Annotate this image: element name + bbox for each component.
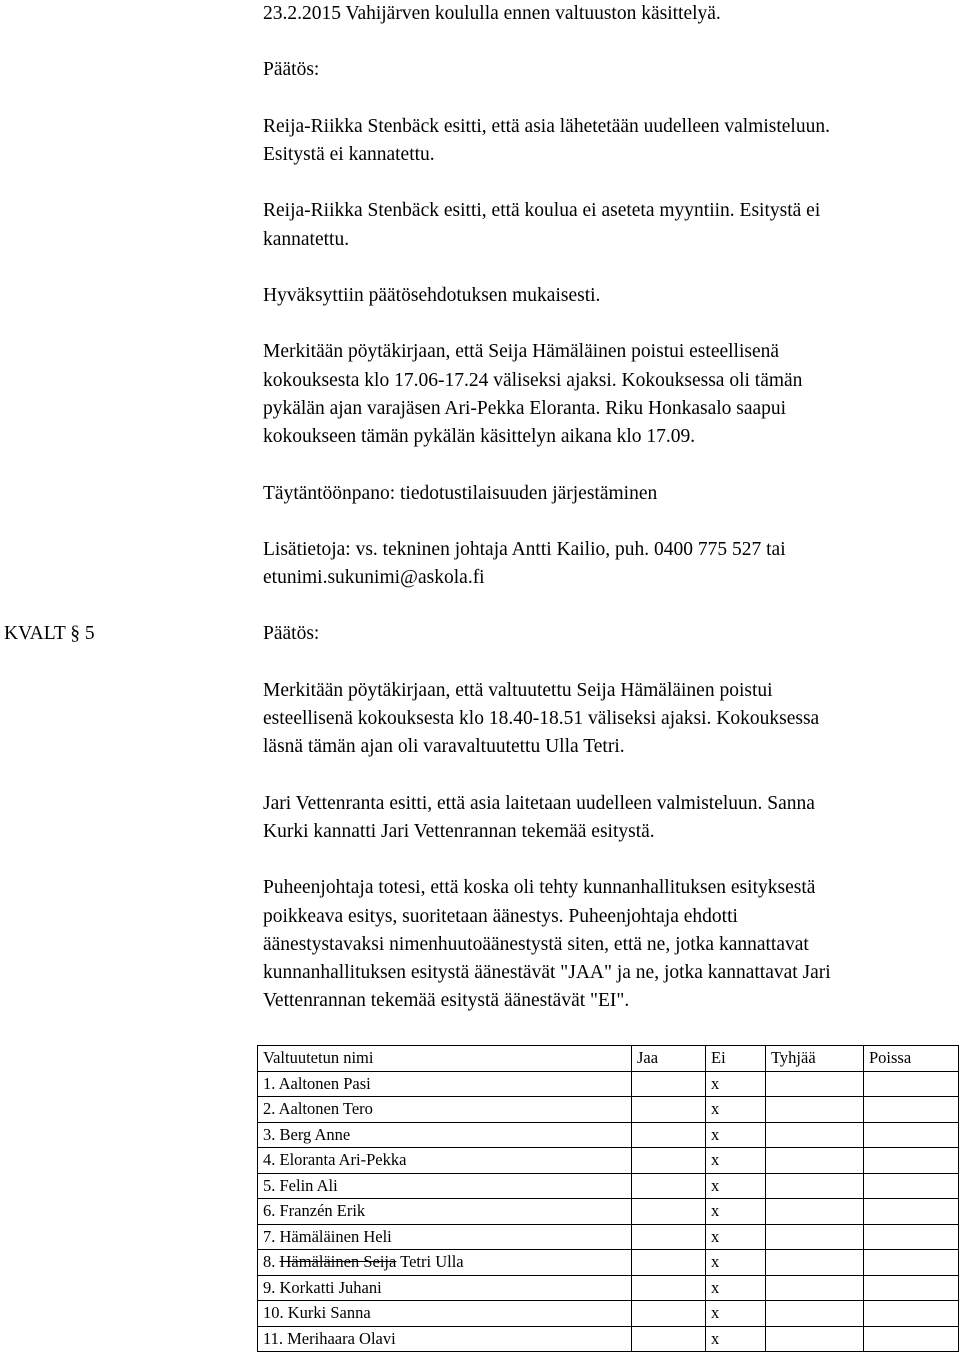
- voter-name: 1. Aaltonen Pasi: [258, 1071, 632, 1097]
- vote-tyhjaa: [766, 1199, 864, 1225]
- substitute-voter-name: Tetri Ulla: [400, 1252, 464, 1271]
- vote-tyhjaa: [766, 1301, 864, 1327]
- vote-poissa: [864, 1122, 959, 1148]
- vote-jaa: [632, 1122, 706, 1148]
- text-line: esteellisenä kokouksesta klo 18.40-18.51 väliseksi ajaksi. Kokouksessa: [263, 708, 820, 729]
- vote-jaa: [632, 1250, 706, 1276]
- vote-tyhjaa: [766, 1275, 864, 1301]
- table-row: [258, 1250, 959, 1276]
- voter-name: 2. Aaltonen Tero: [258, 1097, 632, 1123]
- column-header-jaa: Jaa: [632, 1046, 706, 1072]
- voter-name: 7. Hämäläinen Heli: [258, 1224, 632, 1250]
- vote-poissa: [864, 1275, 959, 1301]
- voter-name: 3. Berg Anne: [258, 1122, 632, 1148]
- text-line: Kurki kannatti Jari Vettenrannan tekemää esitystä.: [263, 821, 655, 842]
- voter-number: 8.: [263, 1252, 276, 1271]
- voter-name: 5. Felin Ali: [258, 1173, 632, 1199]
- vote-ei: x: [706, 1199, 766, 1225]
- text-line: Vettenrannan tekemää esitystä äänestävät "EI".: [263, 990, 630, 1011]
- voter-name: 11. Merihaara Olavi: [258, 1326, 632, 1352]
- text-line: Puheenjohtaja totesi, että koska oli tehty kunnanhallituksen esityksestä: [263, 877, 816, 898]
- text-line: poikkeava esitys, suoritetaan äänestys. Puheenjohtaja ehdotti: [263, 906, 738, 927]
- vote-ei: x: [706, 1275, 766, 1301]
- vote-poissa: [864, 1301, 959, 1327]
- vote-poissa: [864, 1224, 959, 1250]
- voter-name: 10. Kurki Sanna: [258, 1301, 632, 1327]
- text-line: läsnä tämän ajan oli varavaltuutettu Ulla Tetri.: [263, 736, 625, 757]
- vote-ei: x: [706, 1071, 766, 1097]
- table-row: [258, 1148, 959, 1174]
- text-line: Merkitään pöytäkirjaan, että valtuutettu Seija Hämäläinen poistui: [263, 680, 773, 701]
- text-line: äänestystavaksi nimenhuutoäänestystä siten, että ne, jotka kannattavat: [263, 934, 809, 955]
- vote-tyhjaa: [766, 1326, 864, 1352]
- text-line: Merkitään pöytäkirjaan, että Seija Hämäläinen poistui esteellisenä: [263, 341, 780, 362]
- column-header-tyhjaa: Tyhjää: [766, 1046, 864, 1072]
- voter-name: 4. Eloranta Ari-Pekka: [258, 1148, 632, 1174]
- text-line: Jari Vettenranta esitti, että asia laitetaan uudelleen valmisteluun. Sanna: [263, 793, 815, 814]
- vote-ei: x: [706, 1250, 766, 1276]
- vote-jaa: [632, 1275, 706, 1301]
- decision-heading: Päätös:: [263, 623, 320, 644]
- vote-tyhjaa: [766, 1224, 864, 1250]
- table-row: [258, 1224, 959, 1250]
- table-row: [258, 1326, 959, 1352]
- table-row: [258, 1071, 959, 1097]
- vote-tyhjaa: [766, 1173, 864, 1199]
- section-label: KVALT § 5: [4, 623, 95, 644]
- text-line: Täytäntöönpano: tiedotustilaisuuden järjestäminen: [263, 483, 658, 504]
- vote-poissa: [864, 1071, 959, 1097]
- text-line: Reija-Riikka Stenbäck esitti, että koulua ei aseteta myyntiin. Esitystä ei: [263, 200, 821, 221]
- vote-jaa: [632, 1097, 706, 1123]
- vote-table: [257, 1045, 959, 1352]
- vote-ei: x: [706, 1173, 766, 1199]
- table-row: [258, 1275, 959, 1301]
- vote-tyhjaa: [766, 1122, 864, 1148]
- struck-voter-name: Hämäläinen Seija: [279, 1252, 397, 1271]
- text-line: kokouksesta klo 17.06-17.24 väliseksi ajaksi. Kokouksessa oli tämän: [263, 370, 803, 391]
- vote-tyhjaa: [766, 1250, 864, 1276]
- text-line: Hyväksyttiin päätösehdotuksen mukaisesti.: [263, 285, 601, 306]
- vote-ei: x: [706, 1122, 766, 1148]
- vote-jaa: [632, 1301, 706, 1327]
- text-line: Reija-Riikka Stenbäck esitti, että asia lähetetään uudelleen valmisteluun.: [263, 116, 830, 137]
- vote-ei: x: [706, 1097, 766, 1123]
- vote-poissa: [864, 1097, 959, 1123]
- vote-ei: x: [706, 1148, 766, 1174]
- voter-name: 9. Korkatti Juhani: [258, 1275, 632, 1301]
- vote-tyhjaa: [766, 1071, 864, 1097]
- text-line: kunnanhallituksen esitystä äänestävät "JAA" ja ne, jotka kannattavat Jari: [263, 962, 831, 983]
- text-line: Lisätietoja: vs. tekninen johtaja Antti Kailio, puh. 0400 775 527 tai: [263, 539, 786, 560]
- decision-heading: Päätös:: [263, 59, 320, 80]
- table-row: [258, 1199, 959, 1225]
- text-line: kannatettu.: [263, 229, 350, 250]
- table-row: [258, 1097, 959, 1123]
- text-line: pykälän ajan varajäsen Ari-Pekka Eloranta. Riku Honkasalo saapui: [263, 398, 787, 419]
- vote-tyhjaa: [766, 1148, 864, 1174]
- voter-name: 6. Franzén Erik: [258, 1199, 632, 1225]
- vote-poissa: [864, 1148, 959, 1174]
- column-header-name: Valtuutetun nimi: [258, 1046, 632, 1072]
- text-line: kokoukseen tämän pykälän käsittelyn aikana klo 17.09.: [263, 426, 696, 447]
- vote-jaa: [632, 1148, 706, 1174]
- vote-ei: x: [706, 1326, 766, 1352]
- table-row: [258, 1301, 959, 1327]
- column-header-poissa: Poissa: [864, 1046, 959, 1072]
- vote-jaa: [632, 1224, 706, 1250]
- voter-name: [258, 1250, 632, 1276]
- table-header-row: [258, 1046, 959, 1072]
- vote-poissa: [864, 1199, 959, 1225]
- vote-poissa: [864, 1173, 959, 1199]
- vote-jaa: [632, 1199, 706, 1225]
- vote-jaa: [632, 1326, 706, 1352]
- text-line: 23.2.2015 Vahijärven koululla ennen valtuuston käsittelyä.: [263, 3, 721, 24]
- table-row: [258, 1173, 959, 1199]
- vote-tyhjaa: [766, 1097, 864, 1123]
- text-line: Esitystä ei kannatettu.: [263, 144, 435, 165]
- table-row: [258, 1122, 959, 1148]
- vote-jaa: [632, 1071, 706, 1097]
- column-header-ei: Ei: [706, 1046, 766, 1072]
- vote-ei: x: [706, 1301, 766, 1327]
- vote-poissa: [864, 1250, 959, 1276]
- vote-ei: x: [706, 1224, 766, 1250]
- text-line: etunimi.sukunimi@askola.fi: [263, 567, 485, 588]
- vote-poissa: [864, 1326, 959, 1352]
- vote-jaa: [632, 1173, 706, 1199]
